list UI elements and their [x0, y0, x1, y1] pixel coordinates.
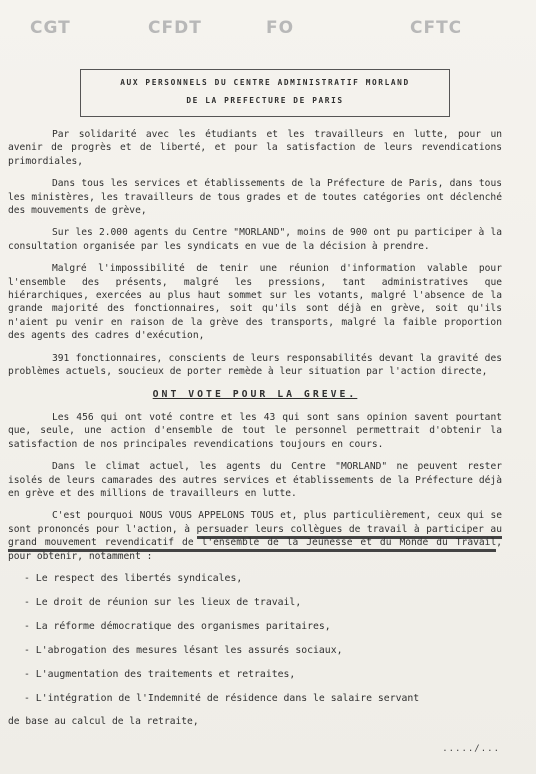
paragraph-appeal — [8, 509, 502, 563]
union-cgt: CGT — [30, 18, 71, 38]
union-header — [0, 18, 536, 44]
paragraph-consultation: Sur les 2.000 agents du Centre "MORLAND", moins de 900 ont pu participer à la consultation organisée par les syndicats en vue de la décision à prendre. — [8, 227, 502, 252]
paragraph-climate: Dans le climat actuel, les agents du Centre "MORLAND" ne peuvent rester isolés de leurs camarades des autres services et établissements de la Préfecture déjà en grève et des millions de travailleurs en lutte. — [8, 461, 502, 499]
union-cftc: CFTC — [410, 18, 463, 38]
paragraph-voters: 391 fonctionnaires, conscients de leurs responsabilités devant la gravité des problèmes actuels, soucieux de porter remède à leur situation par l'action directe, — [8, 352, 502, 378]
paragraph-against: Les 456 qui ont voté contre et les 43 qui sont sans opinion savent pourtant que, seule, une action d'ensemble de tout le personnel permettrait d'obtenir la satisfaction de nos principales revendications toujours en cours. — [8, 411, 502, 450]
continuation-mark: ...../... — [442, 744, 500, 754]
paragraph-strikes: Dans tous les services et établissements de la Préfecture de Paris, dans tous les ministères, les travailleurs de tous grades et de toutes catégories ont déclenché des mouvements de grève, — [8, 178, 502, 217]
title-box — [80, 69, 450, 117]
vote-heading — [8, 388, 502, 401]
paragraph-conditions: Malgré l'impossibilité de tenir une réunion d'information valable pour l'ensemble des présents, malgré les pressions, tant administratives que hiérarchiques, exercées au plus haut sommet sur les votants, malgré l'absence de la grande majorité des fonctionnaires, soit qu'ils sont déjà en grève, soit qu'ils n'aient pu venir en raison de la grève des transports, malgré la faible proportion des agents des cadres d'exécution, — [8, 263, 502, 342]
demand-item: - L'augmentation des traitements et retraites, — [16, 668, 502, 681]
union-fo: FO — [266, 18, 295, 38]
demand-item: - La réforme démocratique des organismes paritaires, — [16, 620, 502, 633]
appeal-underlined: persuader leurs collègues de travail à participer au grand mouvement revendicatif de l'ensemble de la Jeunesse et du Monde du Travail — [8, 523, 502, 549]
demand-continuation: de base au calcul de la retraite, — [8, 716, 199, 728]
demands-list — [8, 572, 502, 705]
demand-item: - L'intégration de l'Indemnité de résidence dans le salaire servant — [16, 692, 502, 705]
vote-heading-text: ONT VOTE POUR LA GREVE. — [152, 388, 358, 400]
demand-item: - Le respect des libertés syndicales, — [16, 572, 502, 585]
demand-item: - L'abrogation des mesures lésant les assurés sociaux, — [16, 644, 502, 657]
paragraph-solidarity: Par solidarité avec les étudiants et les travailleurs en lutte, pour un avenir de progrès et de liberté, et pour la satisfaction de leurs revendications primordiales, — [8, 129, 502, 167]
appeal-intro: C'est pourquoi NOUS VOUS APPELONS TOUS et, plus particulièrement, ceux qui se sont prononcés pour l'action, à — [8, 510, 502, 535]
union-cfdt: CFDT — [148, 18, 202, 38]
appeal-end: , pour obtenir, notamment : — [8, 537, 502, 562]
letter-body — [8, 128, 502, 729]
demand-item: - Le droit de réunion sur les lieux de travail, — [16, 596, 502, 609]
title-line-1: AUX PERSONNELS DU CENTRE ADMINISTRATIF MORLAND — [120, 78, 410, 87]
title-line-2: DE LA PREFECTURE DE PARIS — [186, 96, 344, 105]
